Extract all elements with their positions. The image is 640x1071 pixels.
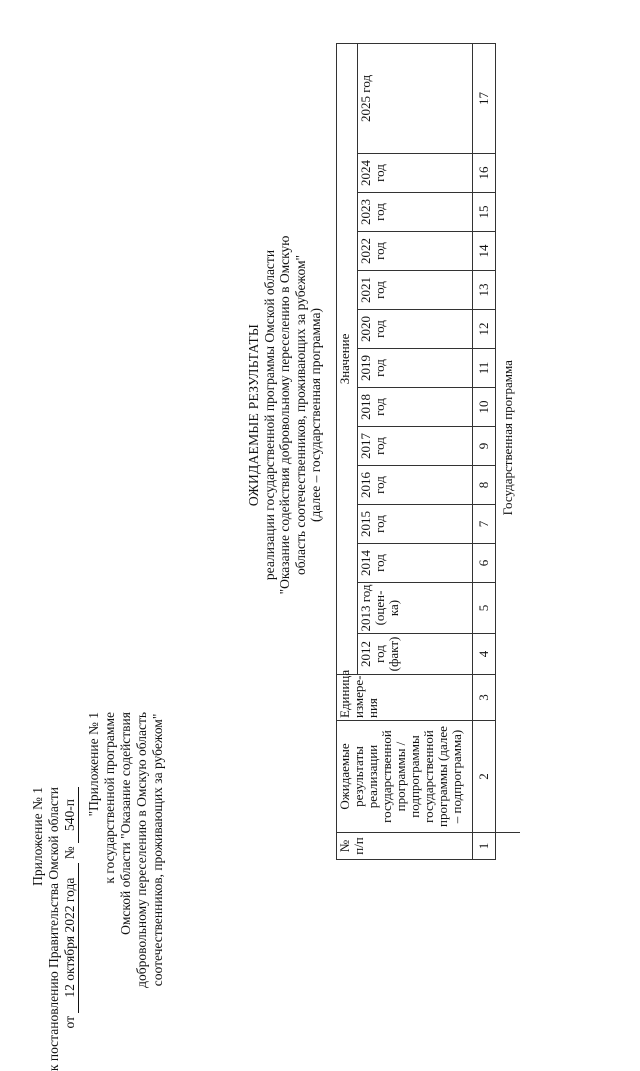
col-number: 6 [473, 544, 496, 583]
resolution-label: к постановлению Правительства Омской области [46, 787, 61, 1071]
title-line3: "Оказание содействия добровольному переселению в Омскую [277, 235, 292, 595]
year-2012: 2012 год (факт) [358, 634, 473, 675]
program-appendix-line2: к государственной программе [102, 712, 117, 884]
program-appendix-line5: соотечественников, проживающих за рубежом" [150, 713, 165, 987]
title-line5: (далее – государственная программа) [308, 308, 323, 522]
results-table [336, 43, 520, 860]
table-header-row [337, 43, 358, 859]
header-num: № п/п [337, 833, 473, 860]
col-number: 14 [473, 232, 496, 271]
section-spacer [496, 833, 521, 860]
year-2016: 2016 год [358, 466, 473, 505]
year-2015: 2015 год [358, 505, 473, 544]
appendix-label: Приложение № 1 [30, 787, 45, 886]
resolution-number: 540-п [62, 787, 79, 843]
program-appendix-line3: Омской области "Оказание содействия [118, 712, 133, 935]
resolution-date: 12 октября 2022 года [62, 863, 79, 1013]
col-number: 11 [473, 349, 496, 388]
title-line2: реализации государственной программы Омской области [261, 249, 277, 581]
program-appendix-line4: добровольному переселению в Омскую область [134, 712, 149, 988]
header-unit: Единица измере- ния [337, 675, 473, 721]
col-number: 4 [473, 634, 496, 675]
year-2022: 2022 год [358, 232, 473, 271]
year-2020: 2020 год [358, 310, 473, 349]
year-2025: 2025 год [358, 43, 473, 153]
col-number: 15 [473, 193, 496, 232]
col-number: 5 [473, 583, 496, 634]
year-2019: 2019 год [358, 349, 473, 388]
col-number: 7 [473, 505, 496, 544]
col-number: 16 [473, 154, 496, 193]
col-number: 13 [473, 271, 496, 310]
year-2013: 2013 год (оцен- ка) [358, 583, 473, 634]
header-value: Значение [337, 43, 358, 674]
col-number: 9 [473, 427, 496, 466]
document-title [246, 225, 324, 605]
col-number: 3 [473, 675, 496, 721]
program-appendix-header [86, 712, 166, 988]
program-appendix-line1: "Приложение № 1 [86, 712, 101, 817]
from-label: от [62, 1016, 77, 1029]
year-2017: 2017 год [358, 427, 473, 466]
col-number: 12 [473, 310, 496, 349]
column-number-row [473, 43, 496, 859]
col-number: 17 [473, 43, 496, 153]
year-2024: 2024 год [358, 154, 473, 193]
col-number: 2 [473, 721, 496, 833]
resolution-header [30, 787, 79, 1071]
year-2018: 2018 год [358, 388, 473, 427]
title-heading: ОЖИДАЕМЫЕ РЕЗУЛЬТАТЫ [246, 323, 261, 507]
year-2023: 2023 год [358, 193, 473, 232]
year-2021: 2021 год [358, 271, 473, 310]
header-results: Ожидаемые результаты реализации государственной программы / подпрограммы государственной программы (далее – подпрограмма) [337, 721, 473, 833]
col-number: 10 [473, 388, 496, 427]
number-label: № [62, 846, 77, 860]
title-line4: область соотечественников, проживающих за рубежом" [292, 254, 308, 576]
col-number: 1 [473, 833, 496, 860]
resolution-date-line [62, 787, 79, 1071]
section-title: Государственная программа [496, 43, 521, 832]
year-2014: 2014 год [358, 544, 473, 583]
section-row [496, 43, 521, 859]
col-number: 8 [473, 466, 496, 505]
